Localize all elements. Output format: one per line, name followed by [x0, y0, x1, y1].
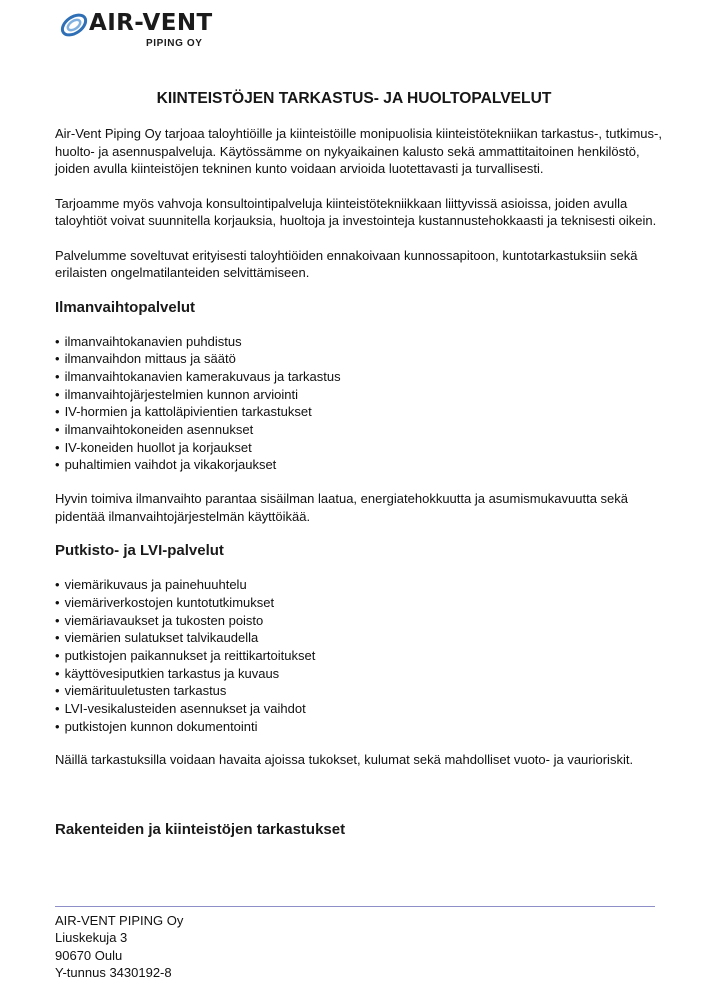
footer-address — [55, 912, 183, 981]
plumbing-list — [55, 576, 670, 735]
list-item: • viemärituuletusten tarkastus — [55, 682, 670, 700]
list-item: • viemärikuvaus ja painehuuhtelu — [55, 576, 670, 594]
footer-business-id: Y-tunnus 3430192-8 — [55, 964, 172, 980]
list-item: • IV-koneiden huollot ja korjaukset — [55, 439, 670, 457]
list-item: • ilmanvaihtokanavien kamerakuvaus ja tarkastus — [55, 368, 670, 386]
page-title: KIINTEISTÖJEN TARKASTUS- JA HUOLTOPALVELUT — [156, 90, 552, 107]
company-logo — [60, 9, 220, 51]
footer-company: AIR-VENT PIPING Oy — [55, 913, 184, 928]
list-item: • ilmanvaihtokoneiden asennukset — [55, 421, 670, 439]
document-body — [55, 125, 670, 855]
intro-paragraph-2: Tarjoamme myös vahvoja konsultointipalveluja kiinteistötekniikkaan liittyvissä asioissa, joiden avulla taloyhtiöt voivat suunnitella korjauksia, huoltoja ja investointeja kustannustehokkaasti ja teknisesti oikein. — [55, 195, 657, 228]
ventilation-heading: Ilmanvaihtopalvelut — [55, 298, 196, 316]
list-item: • viemäriavaukset ja tukosten poisto — [55, 612, 670, 630]
list-item: • puhaltimien vaihdot ja vikakorjaukset — [55, 456, 670, 474]
ventilation-summary: Hyvin toimiva ilmanvaihto parantaa sisäilman laatua, energiatehokkuutta ja asumismukavuutta sekä pidentää ilmanvaihtojärjestelmän käyttöikää. — [55, 491, 629, 524]
list-item: • putkistojen kunnon dokumentointi — [55, 718, 670, 736]
list-item: • LVI-vesikalusteiden asennukset ja vaihdot — [55, 700, 670, 718]
list-item: • käyttövesiputkien tarkastus ja kuvaus — [55, 665, 670, 683]
list-item: • ilmanvaihtokanavien puhdistus — [55, 333, 670, 351]
ventilation-list — [55, 333, 670, 475]
list-item: • viemärien sulatukset talvikaudella — [55, 629, 670, 647]
intro-paragraph-1: Air-Vent Piping Oy tarjoaa taloyhtiöille ja kiinteistöille monipuolisia kiinteistötekniikan tarkastus-, tutkimus-, huolto- ja asennuspalveluja. Käytössämme on nykyaikainen kalusto sekä ammattitaitoinen henkilöstö, joiden avulla kiinteistöjen tekninen kunto voidaan arvioida luotettavasti ja turvallisesti. — [55, 126, 662, 176]
footer-city: 90670 Oulu — [55, 947, 123, 963]
footer-street: Liuskekuja 3 — [55, 930, 128, 946]
list-item: • viemäriverkostojen kuntotutkimukset — [55, 594, 670, 612]
list-item: • ilmanvaihdon mittaus ja säätö — [55, 350, 670, 368]
plumbing-heading: Putkisto- ja LVI-palvelut — [55, 542, 224, 560]
structures-heading: Rakenteiden ja kiinteistöjen tarkastukset — [55, 820, 346, 838]
plumbing-summary: Näillä tarkastuksilla voidaan havaita ajoissa tukokset, kulumat sekä mahdolliset vuoto- ja vaurioriskit. — [55, 752, 634, 768]
air-swirl-icon — [60, 10, 90, 40]
list-item: • ilmanvaihtojärjestelmien kunnon arviointi — [55, 386, 670, 404]
list-item: • IV-hormien ja kattoläpivientien tarkastukset — [55, 403, 670, 421]
list-item: • putkistojen paikannukset ja reittikartoitukset — [55, 647, 670, 665]
intro-paragraph-3: Palvelumme soveltuvat erityisesti taloyhtiöiden ennakoivaan kunnossapitoon, kuntotarkastuksiin sekä erilaisten ongelmatilanteiden selvittämiseen. — [55, 247, 638, 280]
logo-subtitle: PIPING OY — [146, 38, 203, 49]
footer-divider — [55, 906, 655, 907]
logo-name: AIR-VENT — [89, 10, 213, 36]
